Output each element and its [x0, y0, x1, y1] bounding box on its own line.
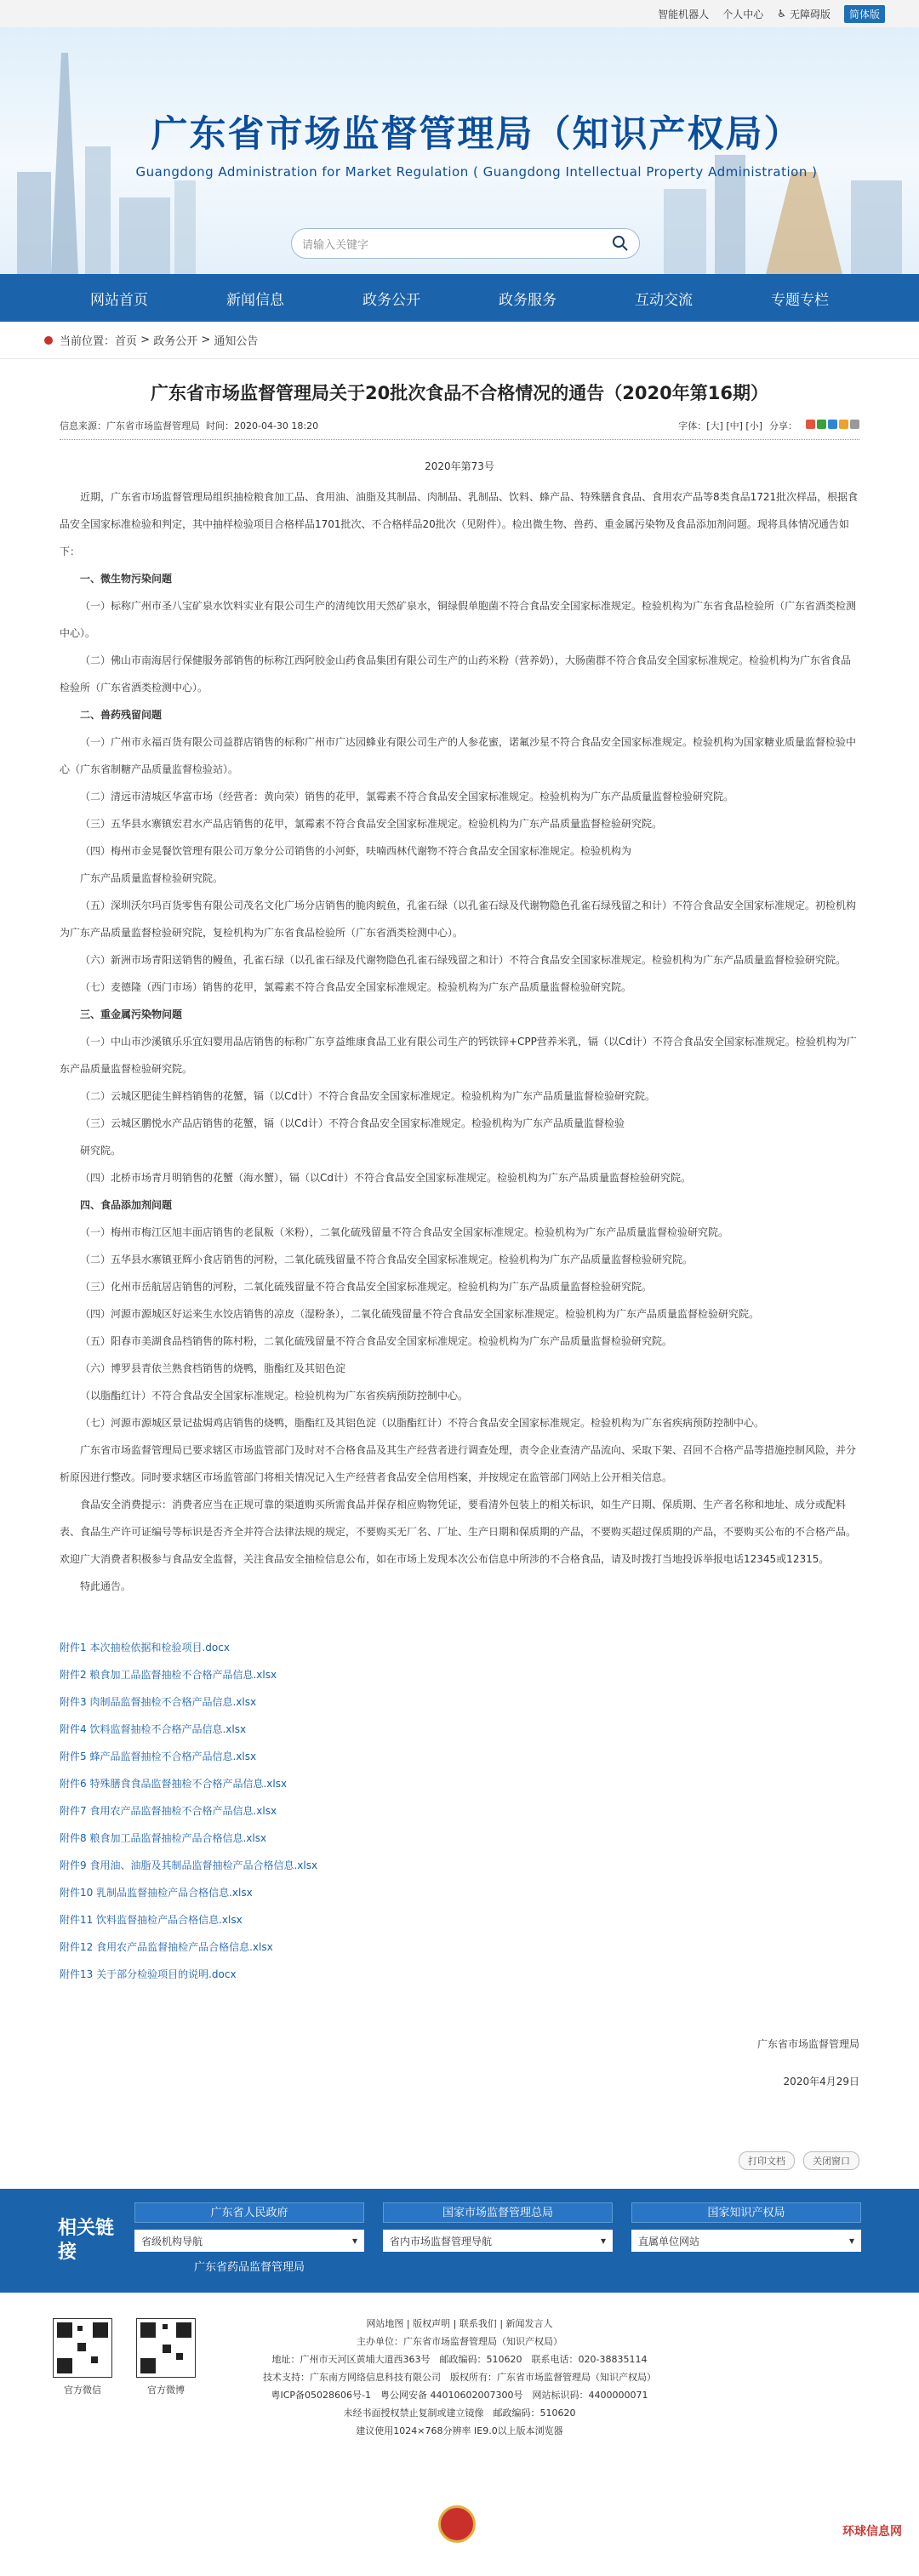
link-group-samr: [383, 2202, 613, 2279]
article-meta: [60, 419, 859, 440]
nav-news[interactable]: 新闻信息: [226, 291, 284, 309]
site-title-block: [128, 106, 825, 180]
body-paragraph: （五）阳春市美湖食品档销售的陈村粉，二氧化硫残留量不符合食品安全国家标准规定。检验机构为广东产品质量监督检验研究院。: [80, 1335, 673, 1347]
link-select[interactable]: 直属单位网站 ▾: [631, 2230, 861, 2252]
wechat-icon[interactable]: [817, 420, 826, 429]
breadcrumb-notice[interactable]: 通知公告: [214, 335, 259, 348]
link-group-title[interactable]: 广东省人民政府: [134, 2202, 364, 2223]
nav-interaction[interactable]: 互动交流: [635, 291, 693, 309]
chevron-down-icon: ▾: [351, 2235, 357, 2247]
signature-org: 广东省市场监督管理局: [756, 2038, 859, 2050]
nav-gov-open[interactable]: 政务公开: [362, 291, 420, 309]
robot-link[interactable]: 智能机器人: [658, 8, 710, 20]
attachment-link[interactable]: 附件11 饮料监督抽检产品合格信息.xlsx: [60, 1914, 243, 1926]
article-tools: [60, 2151, 859, 2170]
body-paragraph: （六）博罗县青依兰熟食档销售的烧鸭，脂酯红及其铝色淀: [80, 1362, 346, 1374]
qq-icon[interactable]: [828, 420, 837, 429]
body-paragraph: （七）河源市源城区景记盐焗鸡店销售的烧鸭，脂酯红及其铝色淀（以脂酯红计）不符合食品安全国家标准规定。检验机构为广东省疾病预防控制中心。: [80, 1417, 765, 1429]
footer-host: 主办单位：广东省市场监督管理局（知识产权局）: [357, 2336, 562, 2347]
body-paragraph: （四）河源市源城区好运来生水饺店销售的凉皮（湿粉条），二氧化硫残留量不符合食品安全国家标准规定。检验机构为广东产品质量监督检验研究院。: [80, 1308, 760, 1320]
breadcrumb: 当前位置： 首页 > 政务公开 > 通知公告: [0, 322, 919, 359]
share-label: 分享：: [769, 420, 797, 431]
body-paragraph: 特此通告。: [80, 1580, 132, 1592]
attachment-link[interactable]: 附件2 粮食加工品监督抽检不合格产品信息.xlsx: [60, 1669, 277, 1681]
attachment-link[interactable]: 附件1 本次抽检依据和检验项目.docx: [60, 1642, 230, 1654]
site-title: 广东省市场监督管理局（知识产权局）: [151, 113, 802, 156]
accessible-link[interactable]: [777, 7, 831, 21]
site-subtitle: Guangdong Administration for Market Regulation ( Guangdong Intellectual Property Administration ): [135, 164, 818, 180]
link-group-gov: [134, 2202, 364, 2279]
body-paragraph: （三）云城区鹏悦水产品店销售的花蟹，镉（以Cd计）不符合食品安全国家标准规定。检验机构为广东产品质量监督检验: [80, 1117, 625, 1129]
attachment-link[interactable]: 附件3 肉制品监督抽检不合格产品信息.xlsx: [60, 1696, 257, 1708]
article-container: [0, 380, 919, 2170]
attachment-link[interactable]: 附件8 粮食加工品监督抽检产品合格信息.xlsx: [60, 1832, 267, 1844]
close-window-button[interactable]: 关闭窗口: [803, 2151, 859, 2170]
body-paragraph: （二）云城区肥徒生鲜档销售的花蟹，镉（以Cd计）不符合食品安全国家标准规定。检验机构为广东产品质量监督检验研究院。: [80, 1090, 656, 1102]
body-paragraph: （一）梅州市梅江区旭丰面店销售的老鼠粄（米粉），二氧化硫残留量不符合食品安全国家标准规定。检验机构为广东产品质量监督检验研究院。: [80, 1226, 729, 1238]
extra-link[interactable]: 广东省药品监督管理局: [193, 2261, 305, 2274]
font-size-controls[interactable]: 字体：[大] [中] [小]: [678, 420, 762, 431]
chevron-down-icon: ▾: [600, 2235, 606, 2247]
nav-home[interactable]: 网站首页: [90, 291, 148, 309]
section-heading: 三、重金属污染物问题: [80, 1008, 183, 1020]
watermark-brand: 环球信息网: [842, 2525, 902, 2539]
body-paragraph: （四）梅州市金晃餐饮管理有限公司万象分公司销售的小河虾，呋喃西林代谢物不符合食品安全国家标准规定。检验机构为: [80, 845, 632, 857]
document-number: 2020年第73号: [425, 460, 494, 472]
search-box[interactable]: [291, 228, 640, 259]
signature-block: [60, 2025, 859, 2100]
print-button[interactable]: 打印文档: [739, 2151, 795, 2170]
attachment-link[interactable]: 附件10 乳制品监督抽检产品合格信息.xlsx: [60, 1887, 253, 1899]
body-paragraph: （二）五华县水寨镇亚辉小食店销售的河粉，二氧化硫残留量不符合食品安全国家标准规定。检验机构为广东产品质量监督检验研究院。: [80, 1254, 694, 1265]
body-paragraph: 研究院。: [80, 1145, 122, 1157]
section-heading: 二、兽药残留问题: [80, 709, 163, 721]
attachment-link[interactable]: 附件5 蜂产品监督抽检不合格产品信息.xlsx: [60, 1751, 257, 1762]
body-paragraph: （四）北桥市场青月明销售的花蟹（海水蟹），镉（以Cd计）不符合食品安全国家标准规定。检验机构为广东产品质量监督检验研究院。: [80, 1172, 692, 1184]
footer-address: 地址：广州市天河区黄埔大道西363号 邮政编码：510620 联系电话：020-38835114: [271, 2354, 648, 2365]
weibo-qr-code: [136, 2318, 196, 2378]
signature-date: 2020年4月29日: [783, 2076, 859, 2088]
related-links-label: 相关链接: [58, 2218, 115, 2263]
top-utility-bar: [0, 0, 919, 27]
attachment-link[interactable]: 附件12 食用农产品监督抽检产品合格信息.xlsx: [60, 1941, 273, 1953]
footer-support: 技术支持：广东南方网络信息科技有限公司 版权所有：广东省市场监督管理局（知识产权局）: [263, 2372, 656, 2383]
attachment-link[interactable]: 附件6 特殊膳食食品监督抽检不合格产品信息.xlsx: [60, 1778, 288, 1790]
body-paragraph: （七）麦德隆（西门市场）销售的花甲，氯霉素不符合食品安全国家标准规定。检验机构为广东产品质量监督检验研究院。: [80, 981, 632, 993]
body-paragraph: （二）佛山市南海居行保健服务部销售的标称江西阿胶金山药食品集团有限公司生产的山药米粉（营养奶），大肠菌群不符合食品安全国家标准规定。检验机构为广东省食品检验所（广东省酒类检测中心）。: [60, 654, 852, 694]
footer-menu[interactable]: 网站地图 | 版权声明 | 联系我们 | 新闻发言人: [366, 2318, 553, 2329]
personal-center-link[interactable]: 个人中心: [722, 8, 764, 20]
qzone-icon[interactable]: [839, 420, 848, 429]
weibo-icon[interactable]: [806, 420, 815, 429]
breadcrumb-home[interactable]: 首页: [115, 335, 138, 348]
section-heading: 四、食品添加剂问题: [80, 1199, 173, 1211]
watermark: [842, 2522, 902, 2539]
footer-browser-note: 建议使用1024×768分辨率 IE9.0以上版本浏览器: [356, 2425, 563, 2436]
footer-info: [230, 2315, 689, 2440]
body-paragraph: （五）深圳沃尔玛百货零售有限公司茂名文化广场分店销售的脆肉鲩鱼，孔雀石绿（以孔雀石绿及代谢物隐色孔雀石绿残留之和计）不符合食品安全国家标准规定。初检机构为广东产品质量监督检验研究院，复检机构为广东省食品检验所（广东省酒类检测中心）。: [60, 900, 857, 939]
link-select[interactable]: 省内市场监督管理导航 ▾: [383, 2230, 613, 2252]
qr-label-weibo: 官方微博: [147, 2385, 185, 2396]
nav-topics[interactable]: 专题专栏: [771, 291, 829, 309]
article-body: [60, 483, 859, 1600]
attachment-list: [60, 1634, 859, 1988]
body-paragraph: 食品安全消费提示：消费者应当在正规可靠的渠道购买所需食品并保存相应购物凭证，要看清外包装上的相关标识，如生产日期、保质期、生产者名称和地址、成分或配料表、食品生产许可证编号等标识是否齐全并符合法律法规的规定，不要购买无厂名、厂址、生产日期和保质期的产品，不要购买超过保质期的产品，不要购买公布的不合格产品。欢迎广大消费者积极参与食品安全监督，关注食品安全抽检信息公布，如在市场上发现本次公布信息中所涉的不合格食品，请及时拨打当地投诉举报电话12345或12315。: [60, 1499, 857, 1565]
header-banner: [0, 27, 919, 274]
accessible-icon: ♿: [777, 8, 786, 20]
gov-emblem-icon[interactable]: [438, 2505, 476, 2543]
attachment-link[interactable]: 附件7 食用农产品监督抽检不合格产品信息.xlsx: [60, 1805, 277, 1817]
location-pin-icon: [44, 336, 53, 345]
accessible-label: 无障碍版: [789, 8, 831, 20]
footer-copyright: 未经书面授权禁止复制或建立镜像 邮政编码：510620: [343, 2408, 576, 2419]
body-paragraph: （一）中山市沙溪镇乐乐宜妇婴用品店销售的标称广东亨益维康食品工业有限公司生产的钙铁锌+CPP营养米乳，镉（以Cd计）不符合食品安全国家标准规定。检验机构为广东产品质量监督检验研究院。: [60, 1036, 857, 1075]
body-paragraph: （六）新洲市场青阳送销售的鳗鱼，孔雀石绿（以孔雀石绿及代谢物隐色孔雀石绿残留之和计）不符合食品安全国家标准规定。检验机构为广东产品质量监督检验研究院。: [80, 954, 847, 966]
link-group-title[interactable]: 国家市场监督管理总局: [383, 2202, 613, 2223]
body-paragraph: （一）广州市永福百货有限公司益群店销售的标称广州市广达园蜂业有限公司生产的人参花蜜，诺氟沙星不符合食品安全国家标准规定。检验机构为国家糖业质量监督检验中心（广东省制糖产品质量监督检验站）。: [60, 736, 857, 775]
article-time: 时间：2020-04-30 18:20: [206, 420, 319, 431]
body-paragraph: 广东产品质量监督检验研究院。: [80, 872, 224, 884]
chevron-down-icon: ▾: [848, 2235, 854, 2247]
body-paragraph: （以脂酯红计）不符合食品安全国家标准规定。检验机构为广东省疾病预防控制中心。: [80, 1390, 469, 1402]
more-share-icon[interactable]: [850, 420, 859, 429]
attachment-link[interactable]: 附件9 食用油、油脂及其制品监督抽检产品合格信息.xlsx: [60, 1859, 318, 1871]
link-group-cnipa: [631, 2202, 861, 2279]
article-source: 信息来源：广东省市场监督管理局: [60, 420, 200, 431]
share-icons: [804, 420, 859, 431]
body-paragraph: 近期，广东省市场监督管理局组织抽检粮食加工品、食用油、油脂及其制品、肉制品、乳制品、饮料、蜂产品、特殊膳食食品、食用农产品等8类食品1721批次样品，根据食品安全国家标准检验和判定，其中抽样检验项目合格样品1701批次、不合格样品20批次（见附件）。检出微生物、兽药、重金属污染物及食品添加剂问题。现将具体情况通告如下：: [60, 491, 859, 557]
attachment-link[interactable]: 附件4 饮料监督抽检不合格产品信息.xlsx: [60, 1723, 247, 1735]
main-nav: [0, 274, 919, 322]
search-input[interactable]: 请输入关键字: [302, 238, 369, 252]
footer-icp[interactable]: 粤ICP备05028606号-1 粤公网安备 44010602007300号 网站标识码：4400000071: [271, 2390, 648, 2401]
simplified-version-button[interactable]: 简体版: [844, 5, 885, 23]
link-select[interactable]: 省级机构导航 ▾: [134, 2230, 364, 2252]
wechat-qr-code: [53, 2318, 112, 2378]
body-paragraph: （二）清远市清城区华富市场（经营者：黄向荣）销售的花甲，氯霉素不符合食品安全国家标准规定。检验机构为广东产品质量监督检验研究院。: [80, 791, 734, 803]
body-paragraph: （一）标称广州市圣八宝矿泉水饮料实业有限公司生产的清纯饮用天然矿泉水，铜绿假单胞菌不符合食品安全国家标准规定。检验机构为广东省食品检验所（广东省酒类检测中心）。: [60, 600, 857, 639]
related-links: [0, 2189, 919, 2293]
qr-label-wechat: 官方微信: [64, 2385, 101, 2396]
section-heading: 一、微生物污染问题: [80, 573, 173, 585]
footer: [0, 2293, 919, 2576]
nav-gov-service[interactable]: 政务服务: [499, 291, 557, 309]
attachment-link[interactable]: 附件13 关于部分检验项目的说明.docx: [60, 1968, 237, 1980]
search-icon[interactable]: [612, 235, 629, 252]
body-paragraph: （三）化州市岳航居店销售的河粉，二氧化硫残留量不符合食品安全国家标准规定。检验机构为广东产品质量监督检验研究院。: [80, 1281, 653, 1293]
breadcrumb-prefix: 当前位置：: [60, 335, 116, 348]
body-paragraph: （三）五华县水寨镇宏君水产品店销售的花甲，氯霉素不符合食品安全国家标准规定。检验机构为广东产品质量监督检验研究院。: [80, 818, 663, 830]
link-group-title[interactable]: 国家知识产权局: [631, 2202, 861, 2223]
article-title: 广东省市场监督管理局关于20批次食品不合格情况的通告（2020年第16期）: [151, 383, 768, 403]
body-paragraph: 广东省市场监督管理局已要求辖区市场监管部门及时对不合格食品及其生产经营者进行调查处理，责令企业查清产品流向、采取下架、召回不合格产品等措施控制风险，并分析原因进行整改。同时要求辖区市场监管部门将相关情况记入生产经营者食品安全信用档案，并按规定在监管部门网站上公开相关信息。: [60, 1444, 857, 1483]
breadcrumb-gov-open[interactable]: 政务公开: [153, 335, 198, 348]
